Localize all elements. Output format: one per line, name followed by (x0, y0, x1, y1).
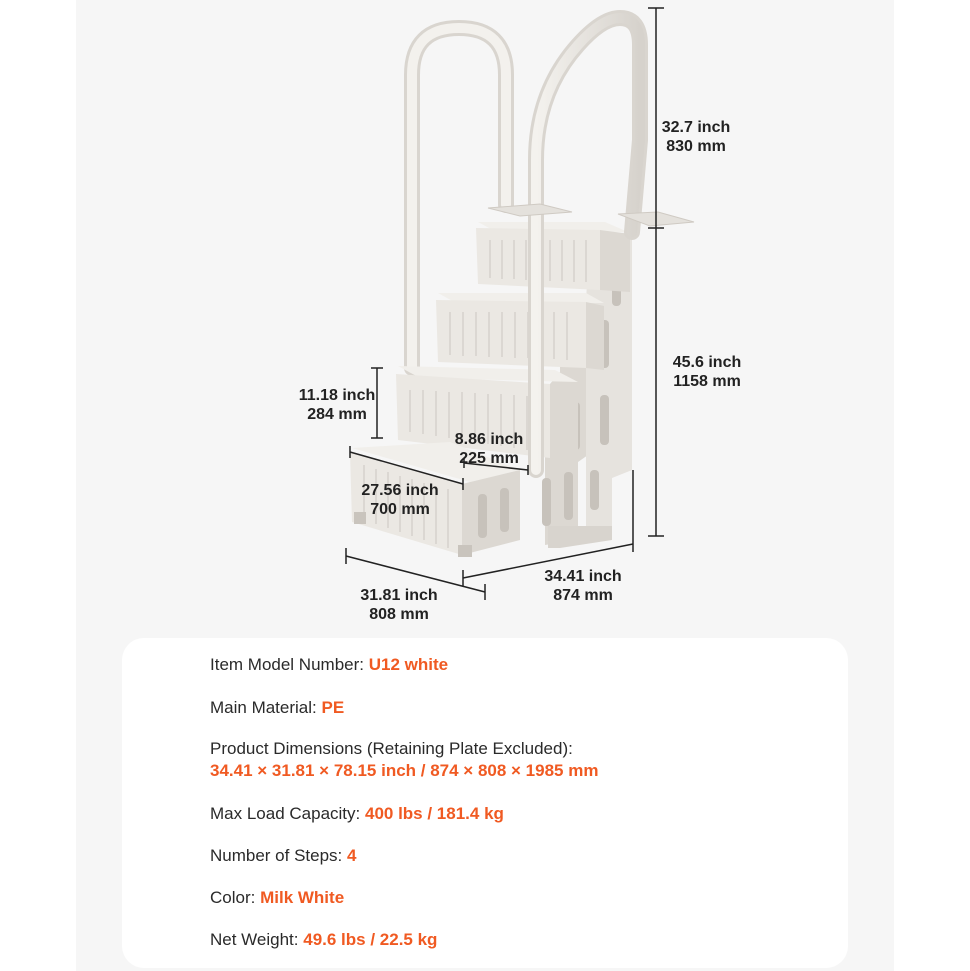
step-width-label (361, 481, 438, 519)
spec-weight-label: Net Weight: (210, 930, 299, 949)
handrail-height-label (662, 118, 730, 156)
spec-model-label: Item Model Number: (210, 655, 364, 674)
spec-dimensions (210, 738, 598, 782)
base-width-label (360, 586, 437, 624)
spec-steps (210, 845, 356, 867)
base-width-mm: 808 mm (369, 606, 429, 623)
handrail-height-inch: 32.7 inch (661, 119, 731, 136)
riser-mm: 284 mm (307, 406, 367, 423)
step-height-label (673, 353, 741, 391)
spec-material (210, 697, 344, 719)
riser-inch: 11.18 inch (298, 387, 376, 404)
spec-dimensions-value: 34.41 × 31.81 × 78.15 inch / 874 × 808 × 1985 mm (210, 761, 599, 780)
base-depth-inch: 34.41 inch (544, 568, 622, 585)
riser-label (299, 386, 376, 424)
spec-material-value: PE (321, 698, 345, 717)
spec-weight (210, 929, 437, 951)
step-width-inch: 27.56 inch (361, 482, 439, 499)
specs-card (122, 638, 848, 968)
base-width-inch: 31.81 inch (360, 587, 438, 604)
step-4 (476, 222, 630, 292)
spec-steps-label: Number of Steps: (210, 846, 343, 865)
spec-model-value: U12 white (368, 655, 449, 674)
tread-depth-mm: 225 mm (459, 450, 519, 467)
tread-depth-label (455, 430, 523, 468)
step-width-mm: 700 mm (370, 501, 430, 518)
spec-model (210, 654, 448, 676)
spec-color-label: Color: (210, 888, 256, 907)
base-depth-mm: 874 mm (553, 587, 613, 604)
spec-dimensions-label: Product Dimensions (Retaining Plate Excluded): (210, 739, 573, 758)
spec-color (210, 887, 344, 909)
tread-depth-inch: 8.86 inch (454, 431, 524, 448)
step-height-mm: 1158 mm (673, 373, 741, 390)
handrail-height-mm: 830 mm (666, 138, 726, 155)
spec-load-label: Max Load Capacity: (210, 804, 361, 823)
spec-load-value: 400 lbs / 181.4 kg (364, 804, 504, 823)
spec-material-label: Main Material: (210, 698, 317, 717)
spec-load (210, 803, 504, 825)
spec-steps-value: 4 (347, 846, 357, 865)
step-height-inch: 45.6 inch (672, 354, 742, 371)
base-depth-label (544, 567, 621, 605)
step-3 (436, 293, 604, 370)
spec-color-value: Milk White (260, 888, 345, 907)
spec-weight-value: 49.6 lbs / 22.5 kg (303, 930, 438, 949)
